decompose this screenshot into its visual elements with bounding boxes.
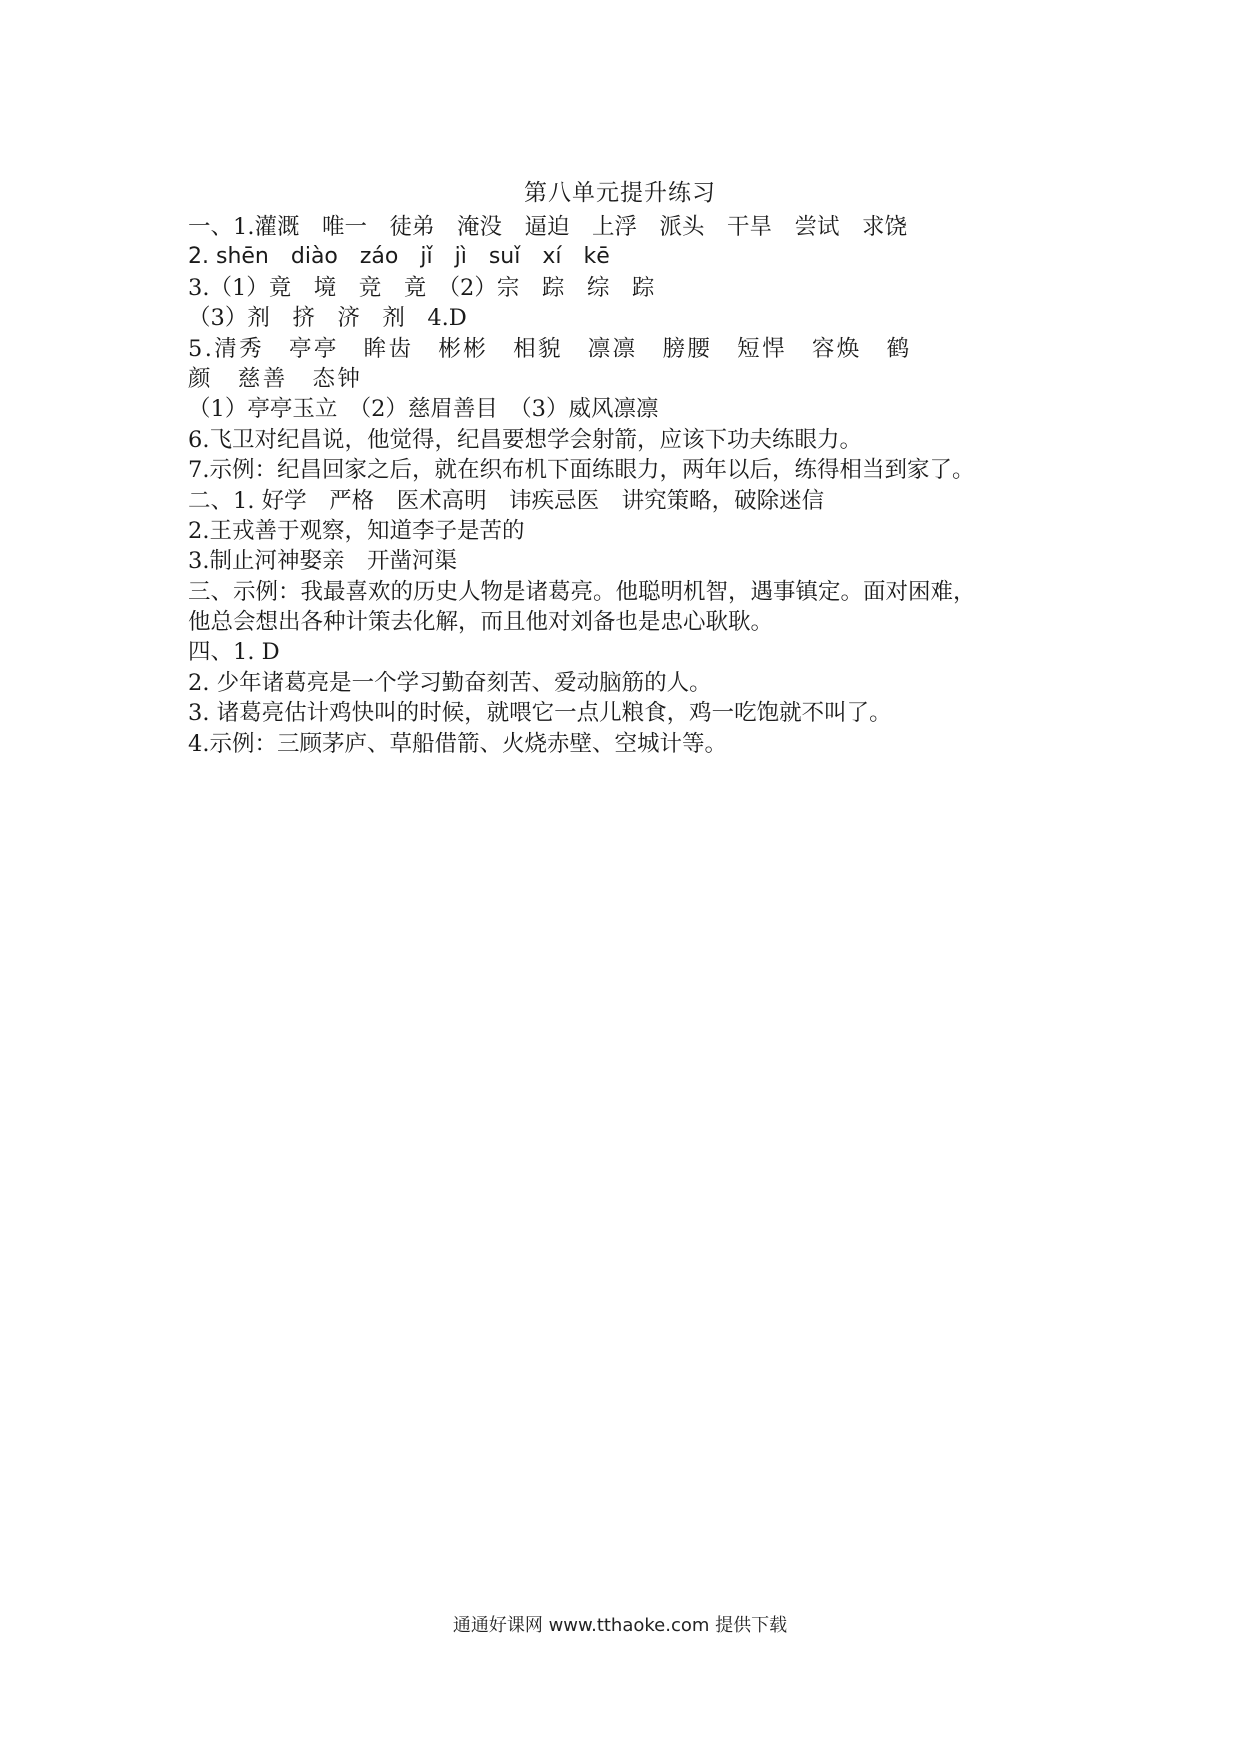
section-2-line-1: 二、1. 好学 严格 医术高明 讳疾忌医 讲究策略，破除迷信 bbox=[188, 487, 825, 514]
section-1-line-5: 5.清秀 亭亭 眸齿 彬彬 相貌 凛凛 膀腰 短悍 容焕 鹤 bbox=[188, 335, 912, 362]
section-1-line-8: 6.飞卫对纪昌说，他觉得，纪昌要想学会射箭，应该下功夫练眼力。 bbox=[188, 426, 862, 453]
section-2-line-3: 3.制止河神娶亲 开凿河渠 bbox=[188, 548, 457, 575]
page-footer: 通通好课网 www.tthaoke.com 提供下载 bbox=[452, 1615, 788, 1636]
section-4-line-3: 3. 诸葛亮估计鸡快叫的时候，就喂它一点儿粮食，鸡一吃饱就不叫了。 bbox=[188, 700, 892, 727]
section-1-line-4: （3）剂 挤 济 剂 4.D bbox=[188, 305, 467, 332]
section-3-line-2: 他总会想出各种计策去化解，而且他对刘备也是忠心耿耿。 bbox=[188, 609, 774, 636]
section-4-line-1: 四、1. D bbox=[188, 639, 280, 666]
section-1-line-1: 一、1.灌溉 唯一 徒弟 淹没 逼迫 上浮 派头 干旱 尝试 求饶 bbox=[188, 214, 907, 240]
section-3-line-1: 三、示例：我最喜欢的历史人物是诸葛亮。他聪明机智，遇事镇定。面对困难， bbox=[188, 578, 976, 605]
section-1-line-7: （1）亭亭玉立 （2）慈眉善目 （3）威风凛凛 bbox=[188, 396, 659, 423]
section-1-line-9: 7.示例：纪昌回家之后，就在织布机下面练眼力，两年以后，练得相当到家了。 bbox=[188, 457, 975, 484]
section-4-line-2: 2. 少年诸葛亮是一个学习勤奋刻苦、爱动脑筋的人。 bbox=[188, 669, 712, 696]
document-title: 第八单元提升练习 bbox=[524, 180, 716, 206]
answer-content bbox=[188, 212, 1088, 759]
section-4-line-4: 4.示例：三顾茅庐、草船借箭、火烧赤壁、空城计等。 bbox=[188, 730, 727, 757]
section-1-line-6: 颜 慈善 态钟 bbox=[188, 365, 363, 392]
section-2-line-2: 2.王戎善于观察，知道李子是苦的 bbox=[188, 517, 525, 544]
section-1-line-3: 3.（1）竟 境 竞 竟 （2）宗 踪 综 踪 bbox=[188, 274, 655, 301]
section-1-line-2-pinyin: 2. shēn diào záo jǐ jì suǐ xí kē bbox=[188, 244, 610, 270]
